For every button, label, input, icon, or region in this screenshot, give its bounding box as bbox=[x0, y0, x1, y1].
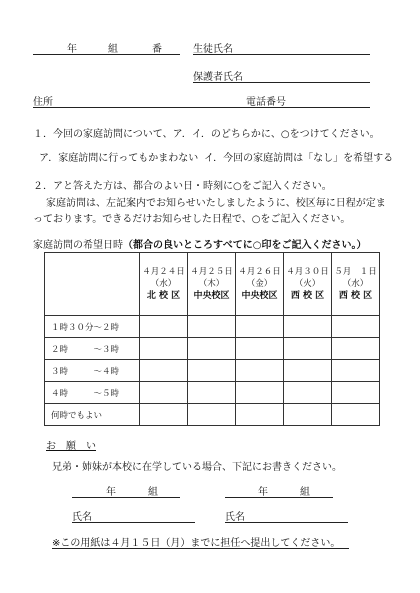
day-header-2 bbox=[188, 253, 236, 316]
time-slot-row bbox=[45, 360, 380, 382]
time-slot-row bbox=[45, 316, 380, 338]
time-slot-label: ３時 ～４時 bbox=[45, 360, 140, 382]
sibling1-class-label: 組 bbox=[148, 487, 158, 498]
sibling1-name-label: 氏名 bbox=[72, 512, 92, 523]
sibling2-name-label: 氏名 bbox=[225, 512, 245, 523]
day-campus: 中央校区 bbox=[241, 291, 278, 301]
student-name-line[interactable] bbox=[193, 54, 370, 55]
schedule-cell[interactable] bbox=[140, 360, 188, 382]
schedule-title bbox=[33, 236, 367, 251]
schedule-cell[interactable] bbox=[236, 360, 284, 382]
schedule-cell[interactable] bbox=[284, 316, 332, 338]
sibling2-grade-class-line[interactable] bbox=[225, 497, 333, 498]
time-slot-row bbox=[45, 338, 380, 360]
request-text: 兄弟・姉妹が本校に在学している場合、下記にお書きください。 bbox=[52, 462, 342, 473]
day-header-5 bbox=[332, 253, 380, 316]
schedule-cell[interactable] bbox=[284, 360, 332, 382]
schedule-cell[interactable] bbox=[140, 338, 188, 360]
submission-note: ※この用紙は４月１５日（月）までに担任へ提出してください。 bbox=[52, 538, 341, 549]
phone-label: 電話番号 bbox=[246, 97, 286, 108]
question1-text: １．今回の家庭訪問について、ア．イ．のどちらかに、○をつけてください。 bbox=[33, 129, 380, 140]
sibling1-grade-class-line[interactable] bbox=[72, 497, 180, 498]
day-weekday: （水） bbox=[150, 279, 177, 289]
student-name-label: 生徒氏名 bbox=[193, 44, 233, 55]
schedule-title-bold: （都合の良いところすべてに○印をご記入ください。） bbox=[123, 240, 367, 251]
day-date: ５月 １日 bbox=[334, 267, 377, 277]
schedule-cell[interactable] bbox=[188, 382, 236, 404]
schedule-cell[interactable] bbox=[140, 404, 188, 426]
day-campus: 北 校 区 bbox=[146, 291, 181, 301]
sibling2-class-label: 組 bbox=[300, 487, 310, 498]
day-campus: 西 校 区 bbox=[338, 291, 373, 301]
time-slot-label: ２時 ～３時 bbox=[45, 338, 140, 360]
request-heading: お 願 い bbox=[46, 441, 96, 452]
time-slot-label: １時３０分～２時 bbox=[45, 316, 140, 338]
address-label: 住所 bbox=[33, 97, 53, 108]
sibling1-name-line[interactable] bbox=[72, 522, 195, 523]
schedule-cell[interactable] bbox=[284, 404, 332, 426]
question1-option-a[interactable]: ア．家庭訪問に行ってもかまわない bbox=[39, 153, 199, 164]
schedule-cell[interactable] bbox=[236, 404, 284, 426]
question2-line1: ２．アと答えた方は、都合のよい日・時刻に○をご記入ください。 bbox=[33, 181, 332, 192]
schedule-corner-cell bbox=[45, 253, 140, 316]
grade-label: 年 bbox=[67, 44, 77, 55]
question1-option-i[interactable]: イ．今回の家庭訪問は「なし」を希望する bbox=[204, 153, 394, 164]
schedule-cell[interactable] bbox=[188, 360, 236, 382]
day-weekday: （水） bbox=[342, 279, 369, 289]
day-campus: 中央校区 bbox=[193, 291, 230, 301]
time-slot-row bbox=[45, 404, 380, 426]
day-header-3 bbox=[236, 253, 284, 316]
day-header-4 bbox=[284, 253, 332, 316]
time-slot-row bbox=[45, 382, 380, 404]
schedule-cell[interactable] bbox=[236, 338, 284, 360]
schedule-table bbox=[44, 252, 380, 426]
schedule-title-plain: 家庭訪問の希望日時 bbox=[33, 240, 123, 251]
schedule-cell[interactable] bbox=[236, 316, 284, 338]
day-date: ４月２４日 bbox=[142, 267, 185, 277]
day-weekday: （木） bbox=[198, 279, 225, 289]
schedule-cell[interactable] bbox=[332, 404, 380, 426]
day-header-1 bbox=[140, 253, 188, 316]
number-label: 番 bbox=[152, 44, 162, 55]
day-date: ４月２５日 bbox=[190, 267, 233, 277]
time-slot-label: 何時でもよい bbox=[45, 404, 140, 426]
schedule-cell[interactable] bbox=[236, 382, 284, 404]
submission-note-underline bbox=[52, 548, 349, 549]
schedule-cell[interactable] bbox=[332, 316, 380, 338]
schedule-cell[interactable] bbox=[332, 338, 380, 360]
guardian-name-label: 保護者氏名 bbox=[193, 72, 243, 83]
grade-class-number-line bbox=[33, 54, 180, 55]
address-phone-line[interactable] bbox=[33, 107, 370, 108]
schedule-header-row bbox=[45, 253, 380, 316]
schedule-cell[interactable] bbox=[188, 338, 236, 360]
day-date: ４月２６日 bbox=[238, 267, 281, 277]
day-campus: 西 校 区 bbox=[290, 291, 325, 301]
schedule-cell[interactable] bbox=[332, 382, 380, 404]
time-slot-label: ４時 ～５時 bbox=[45, 382, 140, 404]
class-label: 組 bbox=[108, 44, 118, 55]
schedule-cell[interactable] bbox=[332, 360, 380, 382]
schedule-cell[interactable] bbox=[140, 316, 188, 338]
question2-line2: 家庭訪問は、左記案内でお知らせいたしましたように、校区毎に日程が定ま bbox=[46, 198, 386, 209]
guardian-name-line[interactable] bbox=[193, 82, 370, 83]
sibling2-name-line[interactable] bbox=[225, 522, 348, 523]
schedule-cell[interactable] bbox=[284, 338, 332, 360]
schedule-cell[interactable] bbox=[188, 316, 236, 338]
schedule-cell[interactable] bbox=[140, 382, 188, 404]
day-weekday: （金） bbox=[246, 279, 273, 289]
schedule-cell[interactable] bbox=[284, 382, 332, 404]
schedule-cell[interactable] bbox=[188, 404, 236, 426]
sibling1-grade-label: 年 bbox=[106, 487, 116, 498]
sibling2-grade-label: 年 bbox=[258, 487, 268, 498]
question2-line3: っております。できるだけお知らせした日程で、○をご記入ください。 bbox=[33, 214, 351, 225]
day-date: ４月３０日 bbox=[286, 267, 329, 277]
day-weekday: （火） bbox=[294, 279, 321, 289]
